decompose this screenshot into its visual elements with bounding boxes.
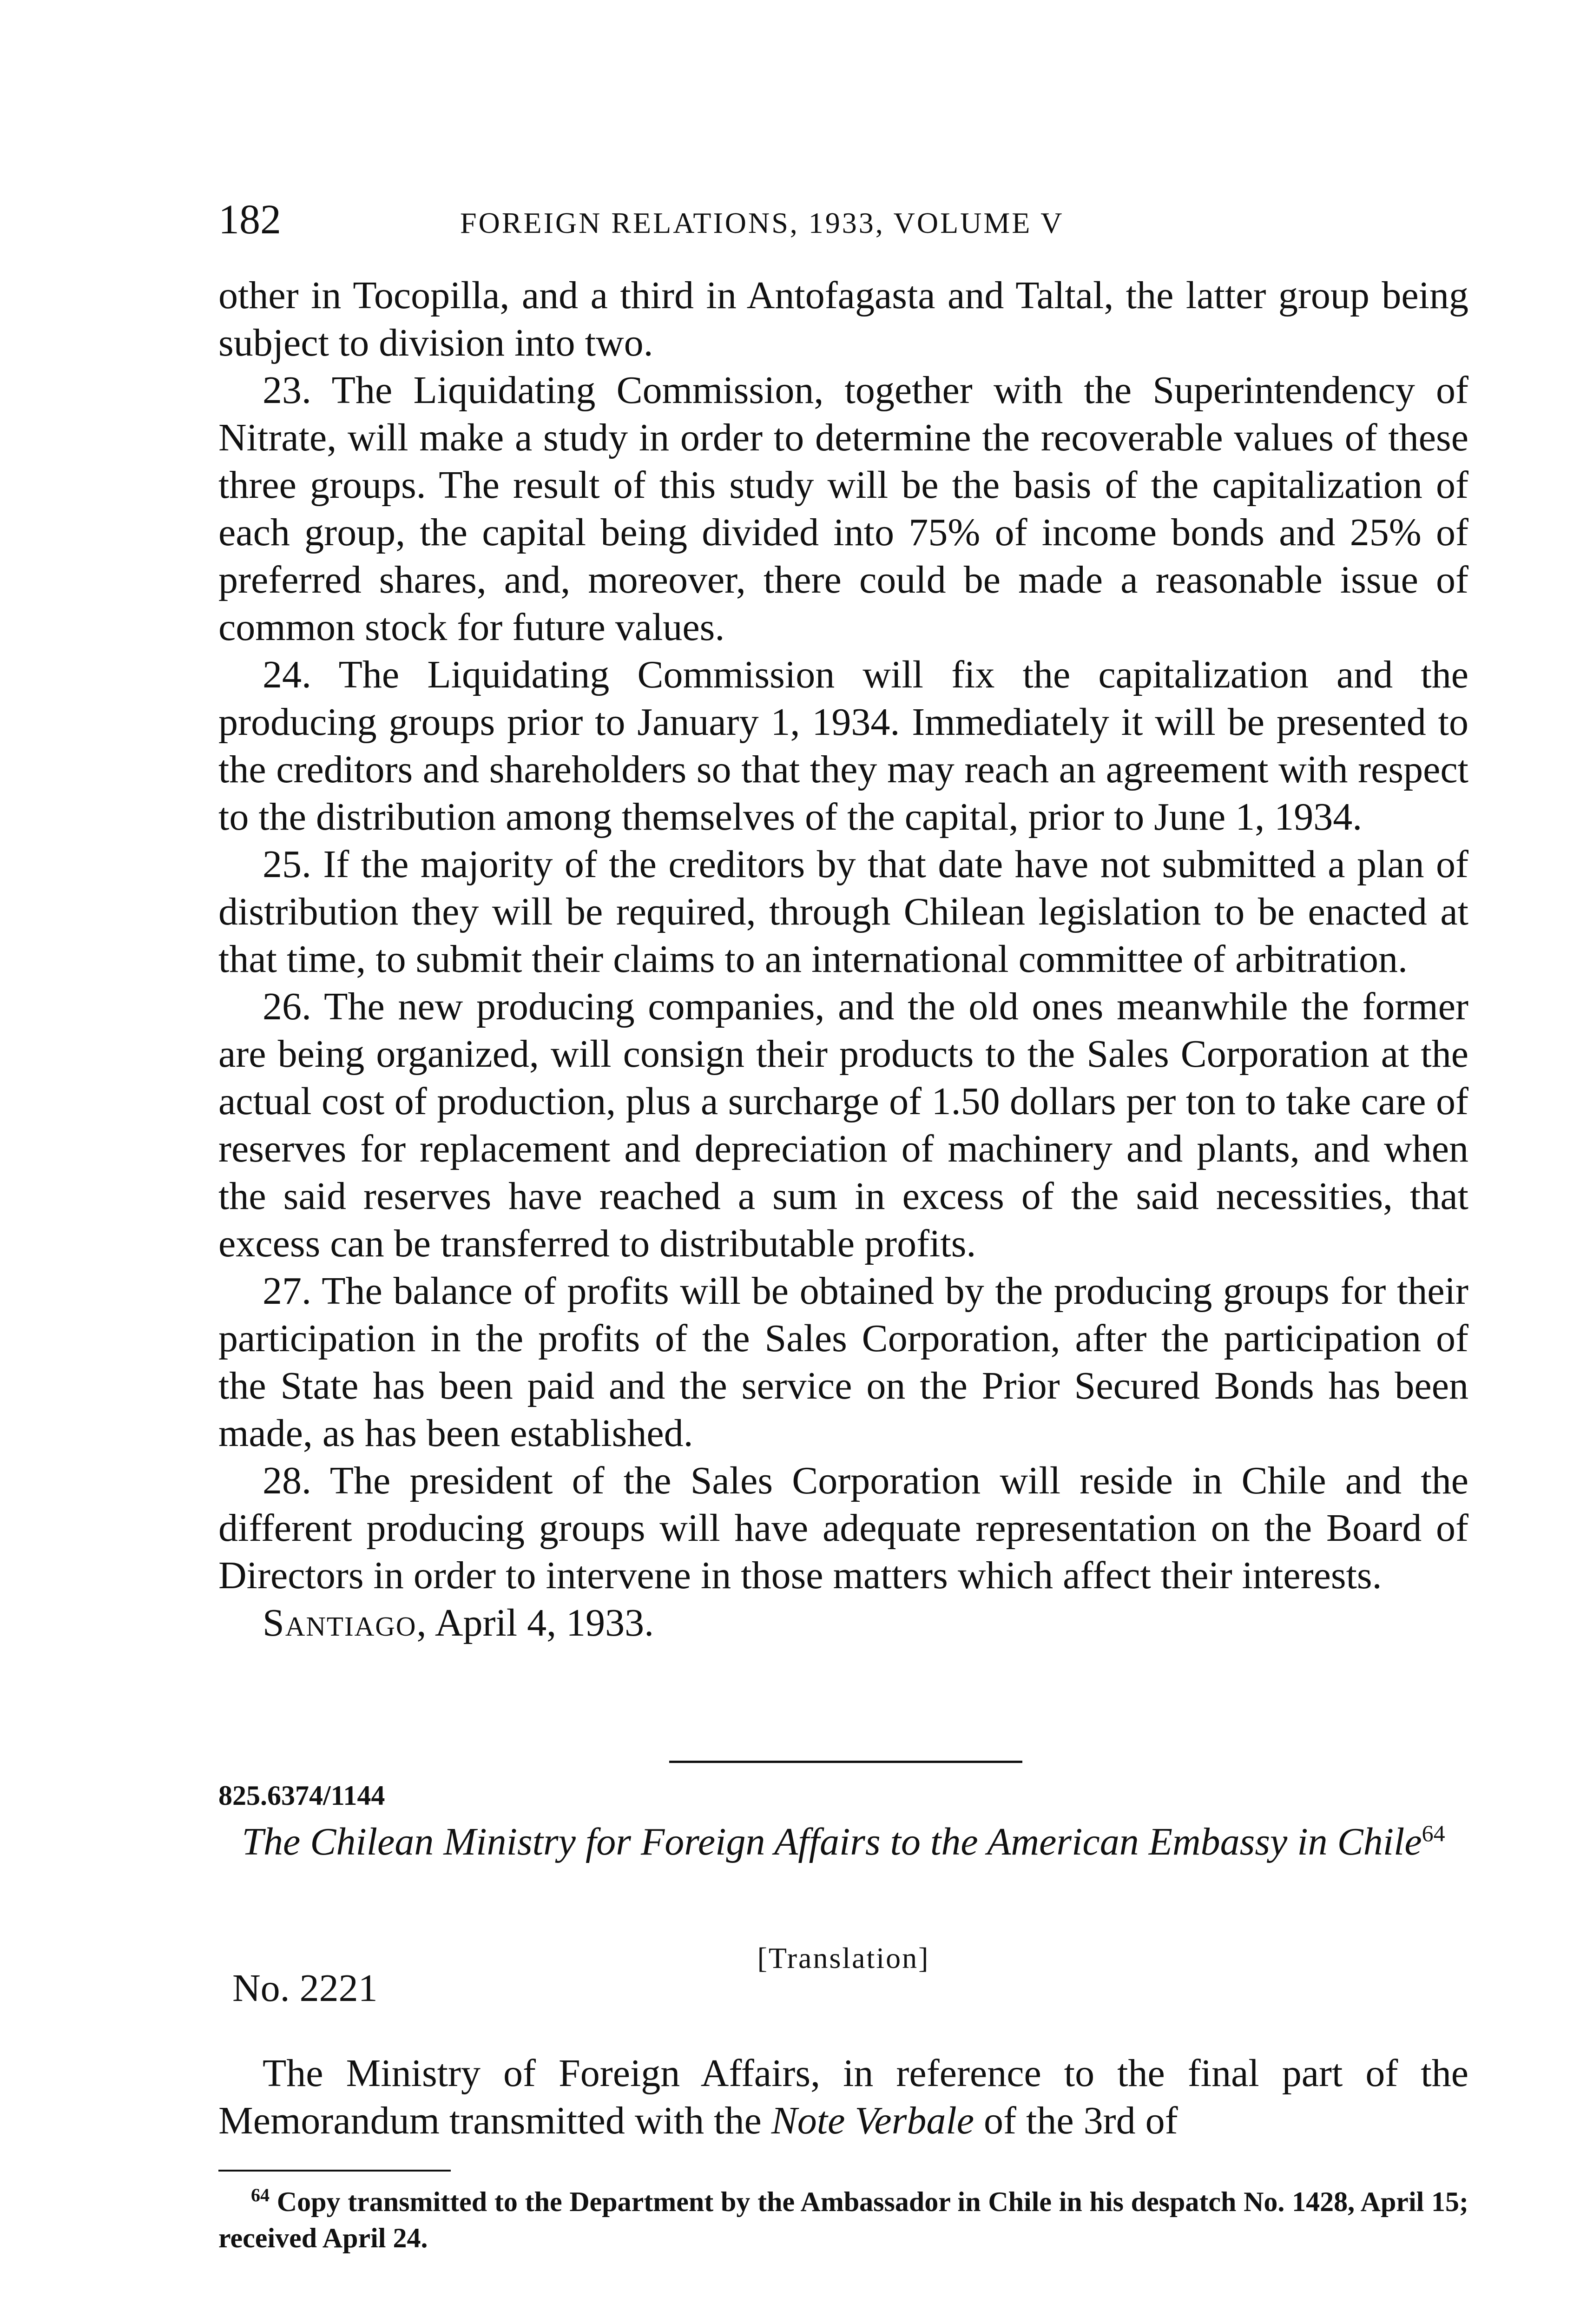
footnote-divider [218,2170,451,2172]
dateline-date: April 4, 1933. [434,1601,654,1644]
footnote-text: Copy transmitted to the Department by the Ambassador in Chile in his despatch No. 1428, April 15; received April 24. [218,2186,1469,2253]
page-header [218,194,1380,245]
translation-label: [Translation] [757,1941,930,1974]
letter-body [218,2050,1468,2145]
paragraph-28: 28. The president of the Sales Corporation will reside in Chile and the different producing groups will have adequate representation on the Board of Directors in order to intervene in those matters which affect their interests. [218,1459,1468,1597]
footnote-reference[interactable]: 64 [1422,1820,1445,1846]
continuation-paragraph: other in Tocopilla, and a third in Antofagasta and Taltal, the latter group being subject to division into two. [218,274,1468,364]
dateline-place: Santiago, [263,1601,428,1644]
paragraph-24: 24. The Liquidating Commission will fix the capitalization and the producing groups prior to January 1, 1934. Immediately it will be presented to the creditors and shareholders so that they may reach an agreement with respect to the distribution among themselves of the capital, prior to June 1, 1934. [218,653,1468,838]
note-verbale: Note Verbale [771,2099,974,2142]
footnote [218,2184,1468,2256]
document-number: No. 2221 [232,1967,378,2010]
paragraph-26: 26. The new producing companies, and the old ones meanwhile the former are being organized, will consign their products to the Sales Corporation at the actual cost of production, plus a surcharge of 1.50 dollars per ton to take care of reserves for replacement and depreciation of machinery and plants, and when the said reserves have reached a sum in excess of the said necessities, that excess can be transferred to distributable profits. [218,985,1468,1265]
opening-after: of the 3rd of [974,2099,1178,2142]
document-title-text: The Chilean Ministry for Foreign Affairs to the American Embassy in Chile [242,1820,1422,1863]
page-number: 182 [218,197,281,243]
paragraph-23: 23. The Liquidating Commission, together with the Superintendency of Nitrate, will make a study in order to determine the recoverable values of these three groups. The result of this study will be the basis of the capitalization of each group, the capital being divided into 75% of income bonds and 25% of preferred shares, and, moreover, there could be made a reasonable issue of common stock for future values. [218,369,1468,649]
file-number: 825.6374/1144 [218,1780,385,1811]
letter-opening [218,2050,1468,2145]
running-head: FOREIGN RELATIONS, 1933, VOLUME V [460,206,1064,239]
opening-before: The Ministry of Foreign Affairs, in reference to the final part of the Memorandum transmitted with the [218,2052,1468,2142]
footnote-number: 64 [251,2185,270,2205]
dateline [218,1599,1468,1647]
body-text [218,272,1468,1647]
paragraph-25: 25. If the majority of the creditors by that date have not submitted a plan of distribution they will be required, through Chilean legislation to be enacted at that time, to submit their claims to an international committee of arbitration. [218,843,1468,981]
document-title [218,1817,1468,1867]
paragraph-27: 27. The balance of profits will be obtained by the producing groups for their participation in the profits of the Sales Corporation, after the participation of the State has been paid and the service on the Prior Secured Bonds has been made, as has been established. [218,1269,1468,1455]
section-divider [669,1761,1022,1763]
